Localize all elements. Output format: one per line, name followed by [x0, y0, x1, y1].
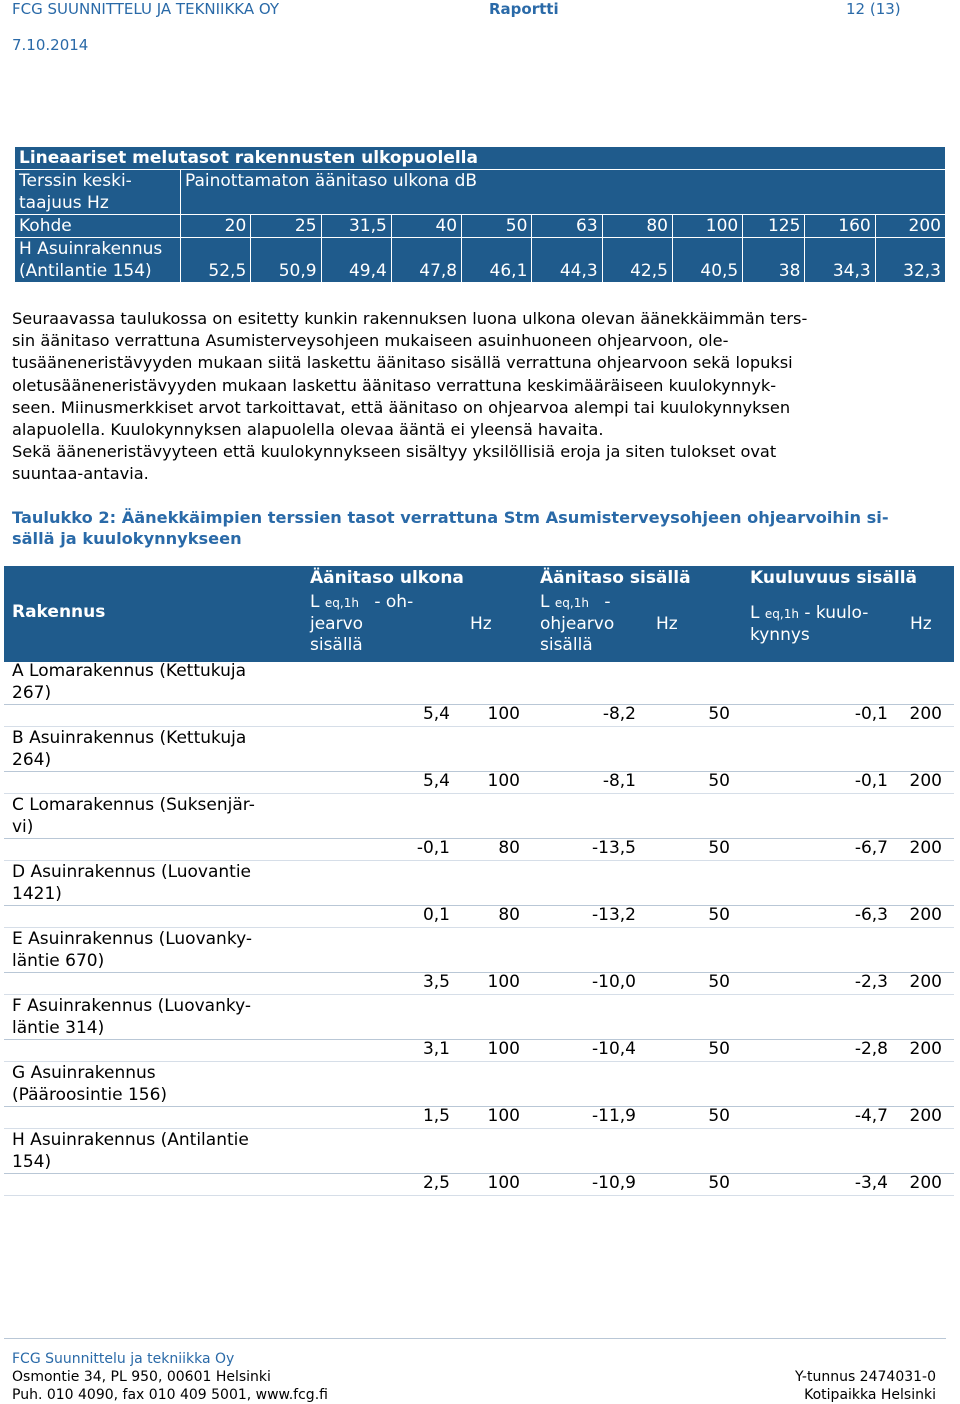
table-cell: 200: [909, 704, 942, 724]
freq-cell: 50: [462, 215, 532, 238]
freq-cell: 20: [181, 215, 251, 238]
l-symbol: L: [310, 592, 320, 612]
row-label-line2: (Pääroosintie 156): [12, 1085, 168, 1105]
table-cell: -0,1: [416, 838, 450, 858]
table1-title: Lineaariset melutasot rakennusten ulkopuolella: [15, 147, 946, 170]
row-label: [12, 995, 302, 1039]
table-cell: 100: [487, 1039, 520, 1059]
table-cell: 3,5: [422, 972, 450, 992]
freq-cell: 63: [532, 215, 602, 238]
table2-caption: [12, 508, 912, 549]
value-cell: 32,3: [875, 238, 945, 283]
table-cell: 200: [909, 1173, 942, 1193]
col3-header-b: kynnys: [750, 625, 810, 645]
table-cell: 200: [909, 1039, 942, 1059]
paragraph-line: sin äänitaso verrattuna Asumisterveysohjeen mukaiseen asuinhuoneen ohjearvoon, ole-: [12, 331, 729, 351]
table-cell: 50: [708, 972, 730, 992]
row-label-line2: 1421): [12, 884, 62, 904]
freq-cell: 80: [602, 215, 672, 238]
table-cell: -8,1: [602, 771, 636, 791]
table-cell: 3,1: [422, 1039, 450, 1059]
paragraph-line: suuntaa-antavia.: [12, 464, 149, 484]
table-cell: 5,4: [422, 704, 450, 724]
paragraph-line: tusääneneristävyyden mukaan siitä laskettu äänitaso sisällä verrattuna ohjearvoon sekä lopuksi: [12, 353, 793, 373]
subscript: eq,1h: [764, 607, 799, 621]
footer-kotipaikka: Kotipaikka Helsinki: [804, 1387, 936, 1403]
row-label-line2: vi): [12, 817, 34, 837]
table-cell: -0,1: [854, 771, 888, 791]
table-cell: 1,5: [422, 1106, 450, 1126]
row-label-line2: läntie 670): [12, 951, 105, 971]
table1-freq-row: [15, 215, 946, 238]
value-cell: 44,3: [532, 238, 602, 283]
table-cell: -10,4: [592, 1039, 636, 1059]
table-cell: 100: [487, 1173, 520, 1193]
table-cell: -4,7: [854, 1106, 888, 1126]
header-page: 12 (13): [846, 0, 901, 18]
col3-hz-header: Hz: [910, 614, 932, 634]
row-label-line2: 154): [12, 1152, 52, 1172]
table-cell: 50: [708, 1173, 730, 1193]
row-label: [12, 861, 302, 905]
freq-cell: 200: [875, 215, 945, 238]
table-cell: -8,2: [602, 704, 636, 724]
col1-hz-header: Hz: [470, 614, 492, 634]
table-cell: -0,1: [854, 704, 888, 724]
table-cell: -10,9: [592, 1173, 636, 1193]
col3-header-a: - kuulo-: [804, 603, 869, 623]
table-cell: 80: [498, 905, 520, 925]
table-cell: -11,9: [592, 1106, 636, 1126]
paragraph-line: seen. Miinusmerkkiset arvot tarkoittavat, että äänitaso on ohjearvoa alempi tai kuulokynnyksen: [12, 397, 791, 417]
group-header-audibility: Kuuluvuus sisällä: [750, 568, 917, 588]
freq-cell: 125: [743, 215, 805, 238]
freq-cell: 31,5: [321, 215, 391, 238]
row-label-line1: B Asuinrakennus (Kettukuja: [12, 728, 247, 748]
table-cell: 50: [708, 1039, 730, 1059]
col3-header: [750, 603, 868, 646]
row-label-line2: 267): [12, 683, 52, 703]
rakennus-header: Rakennus: [12, 602, 106, 622]
col2-hz-header: Hz: [656, 614, 678, 634]
row-label-line1: E Asuinrakennus (Luovanky-: [12, 929, 252, 949]
paragraph-line: oletusääneneristävyyden mukaan laskettu äänitaso verrattuna keskimääräiseen kuulokynnyk-: [12, 375, 777, 395]
row-label-line2: 264): [12, 750, 52, 770]
group-header-indoor: Äänitaso sisällä: [540, 568, 691, 588]
table2-header: [4, 566, 954, 662]
l-symbol: L: [750, 603, 760, 623]
subscript: eq,1h: [554, 596, 589, 610]
table-cell: 100: [487, 771, 520, 791]
value-cell: 52,5: [181, 238, 251, 283]
table-cell: 200: [909, 972, 942, 992]
table-cell: 100: [487, 704, 520, 724]
footer-ytunnus: Y-tunnus 2474031-0: [795, 1369, 936, 1385]
table-cell: 0,1: [422, 905, 450, 925]
freq-cell: 40: [391, 215, 461, 238]
table-cell: -2,3: [854, 972, 888, 992]
header-company: FCG SUUNNITTELU JA TEKNIIKKA OY: [12, 0, 280, 18]
footer-phone: Puh. 010 4090, fax 010 409 5001, www.fcg.fi: [12, 1387, 328, 1403]
table-cell: 80: [498, 838, 520, 858]
table-cell: 50: [708, 838, 730, 858]
table-cell: -10,0: [592, 972, 636, 992]
paragraph-line: alapuolella. Kuulokynnyksen alapuolella olevaa ääntä ei yleensä havaita.: [12, 420, 604, 440]
col1-header: [310, 592, 413, 656]
col1-header-a: - oh-: [374, 592, 414, 612]
noise-levels-table: [14, 146, 946, 283]
header-doc-type: Raportti: [489, 0, 559, 18]
value-cell: 50,9: [251, 238, 321, 283]
subscript: eq,1h: [324, 596, 359, 610]
row-label: [12, 1062, 302, 1106]
row-bottom-line: [4, 1195, 954, 1196]
table1-row-label: [15, 238, 181, 283]
col2-header-a: -: [604, 592, 611, 612]
table-cell: 2,5: [422, 1173, 450, 1193]
row-label-line1: F Asuinrakennus (Luovanky-: [12, 996, 251, 1016]
table-cell: -6,3: [854, 905, 888, 925]
table-cell: 5,4: [422, 771, 450, 791]
col1-header-c: sisällä: [310, 635, 363, 655]
row-label: [12, 794, 302, 838]
table-cell: -3,4: [854, 1173, 888, 1193]
value-cell: 38: [743, 238, 805, 283]
table-cell: -6,7: [854, 838, 888, 858]
table-cell: 50: [708, 1106, 730, 1126]
row-label-line1: A Lomarakennus (Kettukuja: [12, 661, 247, 681]
value-cell: 34,3: [805, 238, 875, 283]
col2-header-b: ohjearvo: [540, 614, 615, 634]
table-cell: -2,8: [854, 1039, 888, 1059]
body-paragraph: [12, 308, 918, 486]
table-cell: 200: [909, 771, 942, 791]
value-cell: 46,1: [462, 238, 532, 283]
paragraph-line: Seuraavassa taulukossa on esitetty kunkin rakennuksen luona ulkona olevan äänekkäimmän ters-: [12, 309, 808, 328]
col2-header-c: sisällä: [540, 635, 593, 655]
table1-col-label: [15, 170, 181, 215]
footer-company: FCG Suunnittelu ja tekniikka Oy: [12, 1351, 235, 1367]
table-cell: 200: [909, 1106, 942, 1126]
table-cell: 100: [487, 972, 520, 992]
row-label-line1: H Asuinrakennus (Antilantie: [12, 1130, 249, 1150]
table-cell: 50: [708, 905, 730, 925]
row-label-line1: C Lomarakennus (Suksenjär-: [12, 795, 255, 815]
table1-kohde-label: Kohde: [15, 215, 181, 238]
table-cell: -13,5: [592, 838, 636, 858]
freq-cell: 100: [672, 215, 742, 238]
table-cell: 50: [708, 704, 730, 724]
value-cell: 49,4: [321, 238, 391, 283]
table1-col-label-line2: taajuus Hz: [19, 193, 109, 213]
col1-header-b: jearvo: [310, 614, 364, 634]
value-cell: 40,5: [672, 238, 742, 283]
header-date: 7.10.2014: [12, 36, 89, 54]
table-cell: 200: [909, 905, 942, 925]
row-label-line2: läntie 314): [12, 1018, 105, 1038]
row-label-line1: G Asuinrakennus: [12, 1063, 156, 1083]
row-label-line1: D Asuinrakennus (Luovantie: [12, 862, 252, 882]
row-label: [12, 928, 302, 972]
footer-divider: [4, 1338, 946, 1339]
value-cell: 47,8: [391, 238, 461, 283]
table-cell: 200: [909, 838, 942, 858]
table1-subtitle: Painottamaton äänitaso ulkona dB: [181, 170, 946, 215]
freq-cell: 25: [251, 215, 321, 238]
table1-col-label-line1: Terssin keski-: [19, 171, 132, 191]
table-cell: 100: [487, 1106, 520, 1126]
table1-data-row: [15, 238, 946, 283]
l-symbol: L: [540, 592, 550, 612]
row-label: [12, 727, 302, 771]
row-label: [12, 660, 302, 704]
row-label: [12, 1129, 302, 1173]
footer-address: Osmontie 34, PL 950, 00601 Helsinki: [12, 1369, 271, 1385]
table-cell: 50: [708, 771, 730, 791]
caption-line1: Taulukko 2: Äänekkäimpien terssien tasot verrattuna Stm Asumisterveysohjeen ohjearvoihin si-: [12, 508, 889, 527]
paragraph-line: Sekä ääneneristävyyteen että kuulokynnykseen sisältyy yksilöllisiä eroja ja siten tulokset ovat: [12, 442, 777, 462]
table-cell: -13,2: [592, 905, 636, 925]
table1-row-label-line1: H Asuinrakennus: [19, 239, 163, 259]
caption-line2: sällä ja kuulokynnykseen: [12, 528, 242, 548]
value-cell: 42,5: [602, 238, 672, 283]
table1-row-label-line2: (Antilantie 154): [19, 261, 152, 281]
freq-cell: 160: [805, 215, 875, 238]
group-header-outdoor: Äänitaso ulkona: [310, 568, 464, 588]
col2-header: [540, 592, 614, 656]
